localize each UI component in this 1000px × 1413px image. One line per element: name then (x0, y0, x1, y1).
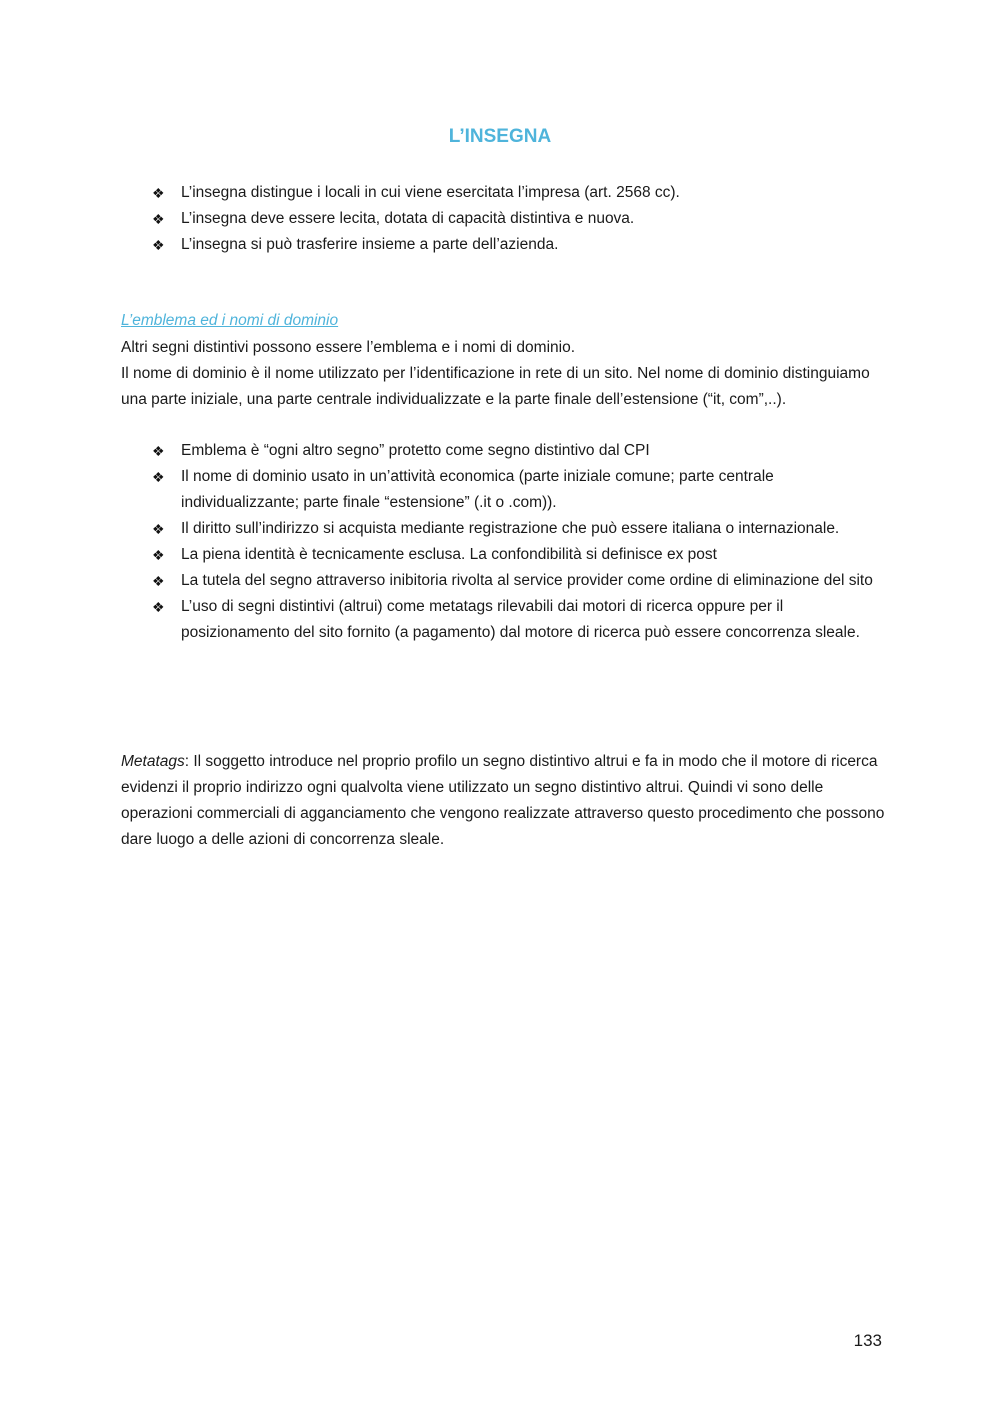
list-item-text: La piena identità è tecnicamente esclusa. La confondibilità si definisce ex post (181, 546, 717, 563)
list-item (152, 232, 892, 258)
page-title: L’INSEGNA (448, 126, 552, 147)
page-number: 133 (853, 1331, 882, 1350)
diamond-bullet-icon: ❖ (152, 185, 165, 201)
list-item-text: Il nome di dominio usato in un’attività economica (parte iniziale comune; parte centrale individualizzante; parte finale “estensione” (.it o .com)). (181, 468, 774, 511)
list-item (152, 464, 882, 516)
diamond-bullet-icon: ❖ (152, 547, 165, 563)
intro-paragraph: Il nome di dominio è il nome utilizzato per l’identificazione in rete di un sito. Nel nome di dominio distinguiamo una parte iniziale, una parte centrale individualizzate e la parte finale dell’estensione (“it, com”,..). (121, 365, 870, 408)
list-item (152, 594, 882, 646)
list-item-text: L’uso di segni distintivi (altrui) come metatags rilevabili dai motori di ricerca oppure per il posizionamento del sito fornito (a pagamento) dal motore di ricerca può essere concorrenza sleale. (181, 598, 860, 641)
list-item (152, 180, 892, 206)
emblema-intro (121, 335, 881, 413)
metatags-text: : Il soggetto introduce nel proprio profilo un segno distintivo altrui e fa in modo che il motore di ricerca evidenzi il proprio indirizzo ogni qualvolta viene utilizzato un segno distintivo altrui. Quindi vi sono delle operazioni commerciali di agganciamento che vengono realizzate attraverso questo procedimento che possono dare luogo a delle azioni di concorrenza sleale. (121, 753, 885, 848)
section-heading-emblema: L’emblema ed i nomi di dominio (121, 312, 339, 329)
metatags-paragraph (121, 749, 886, 853)
insegna-bullet-list (152, 180, 892, 258)
emblema-bullet-list (152, 438, 882, 646)
list-item (152, 516, 882, 542)
diamond-bullet-icon: ❖ (152, 573, 165, 589)
metatags-term: Metatags (121, 753, 185, 770)
diamond-bullet-icon: ❖ (152, 443, 165, 459)
diamond-bullet-icon: ❖ (152, 599, 165, 615)
diamond-bullet-icon: ❖ (152, 237, 165, 253)
diamond-bullet-icon: ❖ (152, 211, 165, 227)
diamond-bullet-icon: ❖ (152, 521, 165, 537)
list-item-text: Emblema è “ogni altro segno” protetto come segno distintivo dal CPI (181, 442, 650, 459)
list-item (152, 568, 882, 594)
list-item-text: Il diritto sull’indirizzo si acquista mediante registrazione che può essere italiana o internazionale. (181, 520, 840, 537)
list-item-text: L’insegna distingue i locali in cui viene esercitata l’impresa (art. 2568 cc). (181, 184, 680, 201)
list-item-text: L’insegna deve essere lecita, dotata di capacità distintiva e nuova. (181, 210, 635, 227)
list-item (152, 438, 882, 464)
list-item (152, 206, 892, 232)
diamond-bullet-icon: ❖ (152, 469, 165, 485)
intro-paragraph: Altri segni distintivi possono essere l’emblema e i nomi di dominio. (121, 339, 576, 356)
list-item (152, 542, 882, 568)
list-item-text: L’insegna si può trasferire insieme a parte dell’azienda. (181, 236, 559, 253)
list-item-text: La tutela del segno attraverso inibitoria rivolta al service provider come ordine di eliminazione del sito (181, 572, 873, 589)
